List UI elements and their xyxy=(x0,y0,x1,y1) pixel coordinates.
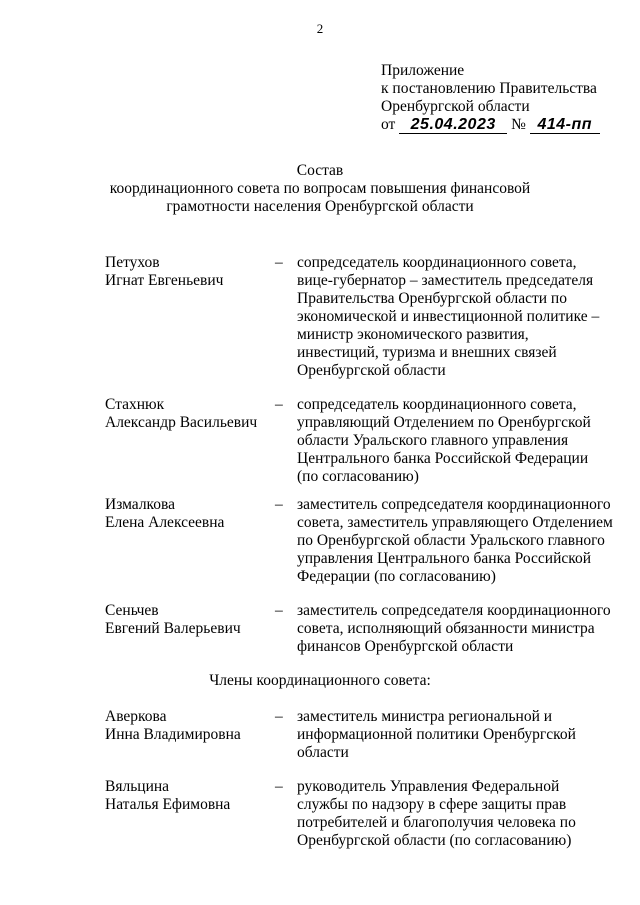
dash: – xyxy=(275,602,283,619)
dash: – xyxy=(275,396,283,413)
member-given-names: Наталья Ефимовна xyxy=(105,796,231,813)
handwritten-date: 25.04.2023 xyxy=(410,116,496,133)
document-title xyxy=(0,162,640,216)
position-line: заместитель министра региональной и xyxy=(297,708,553,725)
position-line: Федерации (по согласованию) xyxy=(297,568,496,585)
appendix-date-line xyxy=(381,116,631,134)
position-line: Правительства Оренбургской области по xyxy=(297,290,567,307)
members-heading: Члены координационного совета: xyxy=(209,672,431,689)
appendix-block xyxy=(381,62,631,134)
appendix-reference: к постановлению Правительства xyxy=(381,80,597,97)
dash: – xyxy=(275,778,283,795)
member-given-names: Евгений Валерьевич xyxy=(105,620,241,637)
member-given-names: Александр Васильевич xyxy=(105,414,258,431)
member-name xyxy=(105,254,275,290)
position-line: Оренбургской области (по согласованию) xyxy=(297,832,572,849)
member-name xyxy=(105,778,275,814)
position-line: по Оренбургской области Уральского главного xyxy=(297,532,605,549)
position-line: потребителей и благополучия человека по xyxy=(297,814,576,831)
member-surname: Аверкова xyxy=(105,708,167,725)
dash: – xyxy=(275,496,283,513)
member-name xyxy=(105,708,275,744)
appendix-region: Оренбургской области xyxy=(381,98,530,115)
position-line: области Уральского главного управления xyxy=(297,432,569,449)
dash: – xyxy=(275,254,283,271)
position-line: управляющий Отделением по Оренбургской xyxy=(297,414,591,431)
from-label: от xyxy=(381,116,396,133)
position-line: вице-губернатор – заместитель председателя xyxy=(297,272,594,289)
title-line-2: координационного совета по вопросам повышения финансовой xyxy=(109,180,531,197)
position-line: службы по надзору в сфере защиты прав xyxy=(297,796,567,813)
member-surname: Измалкова xyxy=(105,496,176,513)
dash: – xyxy=(275,708,283,725)
position-line: руководитель Управления Федеральной xyxy=(297,778,560,795)
position-line: совета, исполняющий обязанности министра xyxy=(297,620,595,637)
position-line: Оренбургской области xyxy=(297,362,446,379)
number-sign: № xyxy=(511,116,526,133)
position-line: экономической и инвестиционной политике – xyxy=(297,308,600,325)
member-surname: Стахнюк xyxy=(105,396,165,413)
member-position xyxy=(297,708,617,762)
appendix-title: Приложение xyxy=(381,62,465,79)
position-line: заместитель сопредседателя координационного xyxy=(297,496,611,513)
position-line: управления Центрального банка Российской xyxy=(297,550,592,567)
title-line-3: грамотности населения Оренбургской области xyxy=(166,198,474,215)
position-line: сопредседатель координационного совета, xyxy=(297,396,577,413)
member-name xyxy=(105,602,275,638)
handwritten-number: 414-пп xyxy=(537,116,593,133)
position-line: области xyxy=(297,744,349,761)
position-line: совета, заместитель управляющего Отделением xyxy=(297,514,613,531)
member-position xyxy=(297,396,617,486)
position-line: заместитель сопредседателя координационного xyxy=(297,602,611,619)
position-line: министр экономического развития, xyxy=(297,326,529,343)
position-line: сопредседатель координационного совета, xyxy=(297,254,577,271)
position-line: инвестиций, туризма и внешних связей xyxy=(297,344,557,361)
position-line: Центрального банка Российской Федерации xyxy=(297,450,589,467)
position-line: информационной политики Оренбургской xyxy=(297,726,576,743)
member-given-names: Инна Владимировна xyxy=(105,726,241,743)
member-surname: Сеньчев xyxy=(105,602,159,619)
page-number: 2 xyxy=(316,21,324,36)
member-given-names: Елена Алексеевна xyxy=(105,514,225,531)
position-line: (по согласованию) xyxy=(297,468,419,485)
member-position xyxy=(297,496,617,586)
member-name xyxy=(105,396,275,432)
member-given-names: Игнат Евгеньевич xyxy=(105,272,224,289)
member-surname: Вяльцина xyxy=(105,778,170,795)
member-position xyxy=(297,254,617,380)
member-surname: Петухов xyxy=(105,254,160,271)
member-name xyxy=(105,496,275,532)
title-line-1: Состав xyxy=(296,162,344,179)
member-position xyxy=(297,778,617,850)
member-position xyxy=(297,602,617,656)
position-line: финансов Оренбургской области xyxy=(297,638,514,655)
